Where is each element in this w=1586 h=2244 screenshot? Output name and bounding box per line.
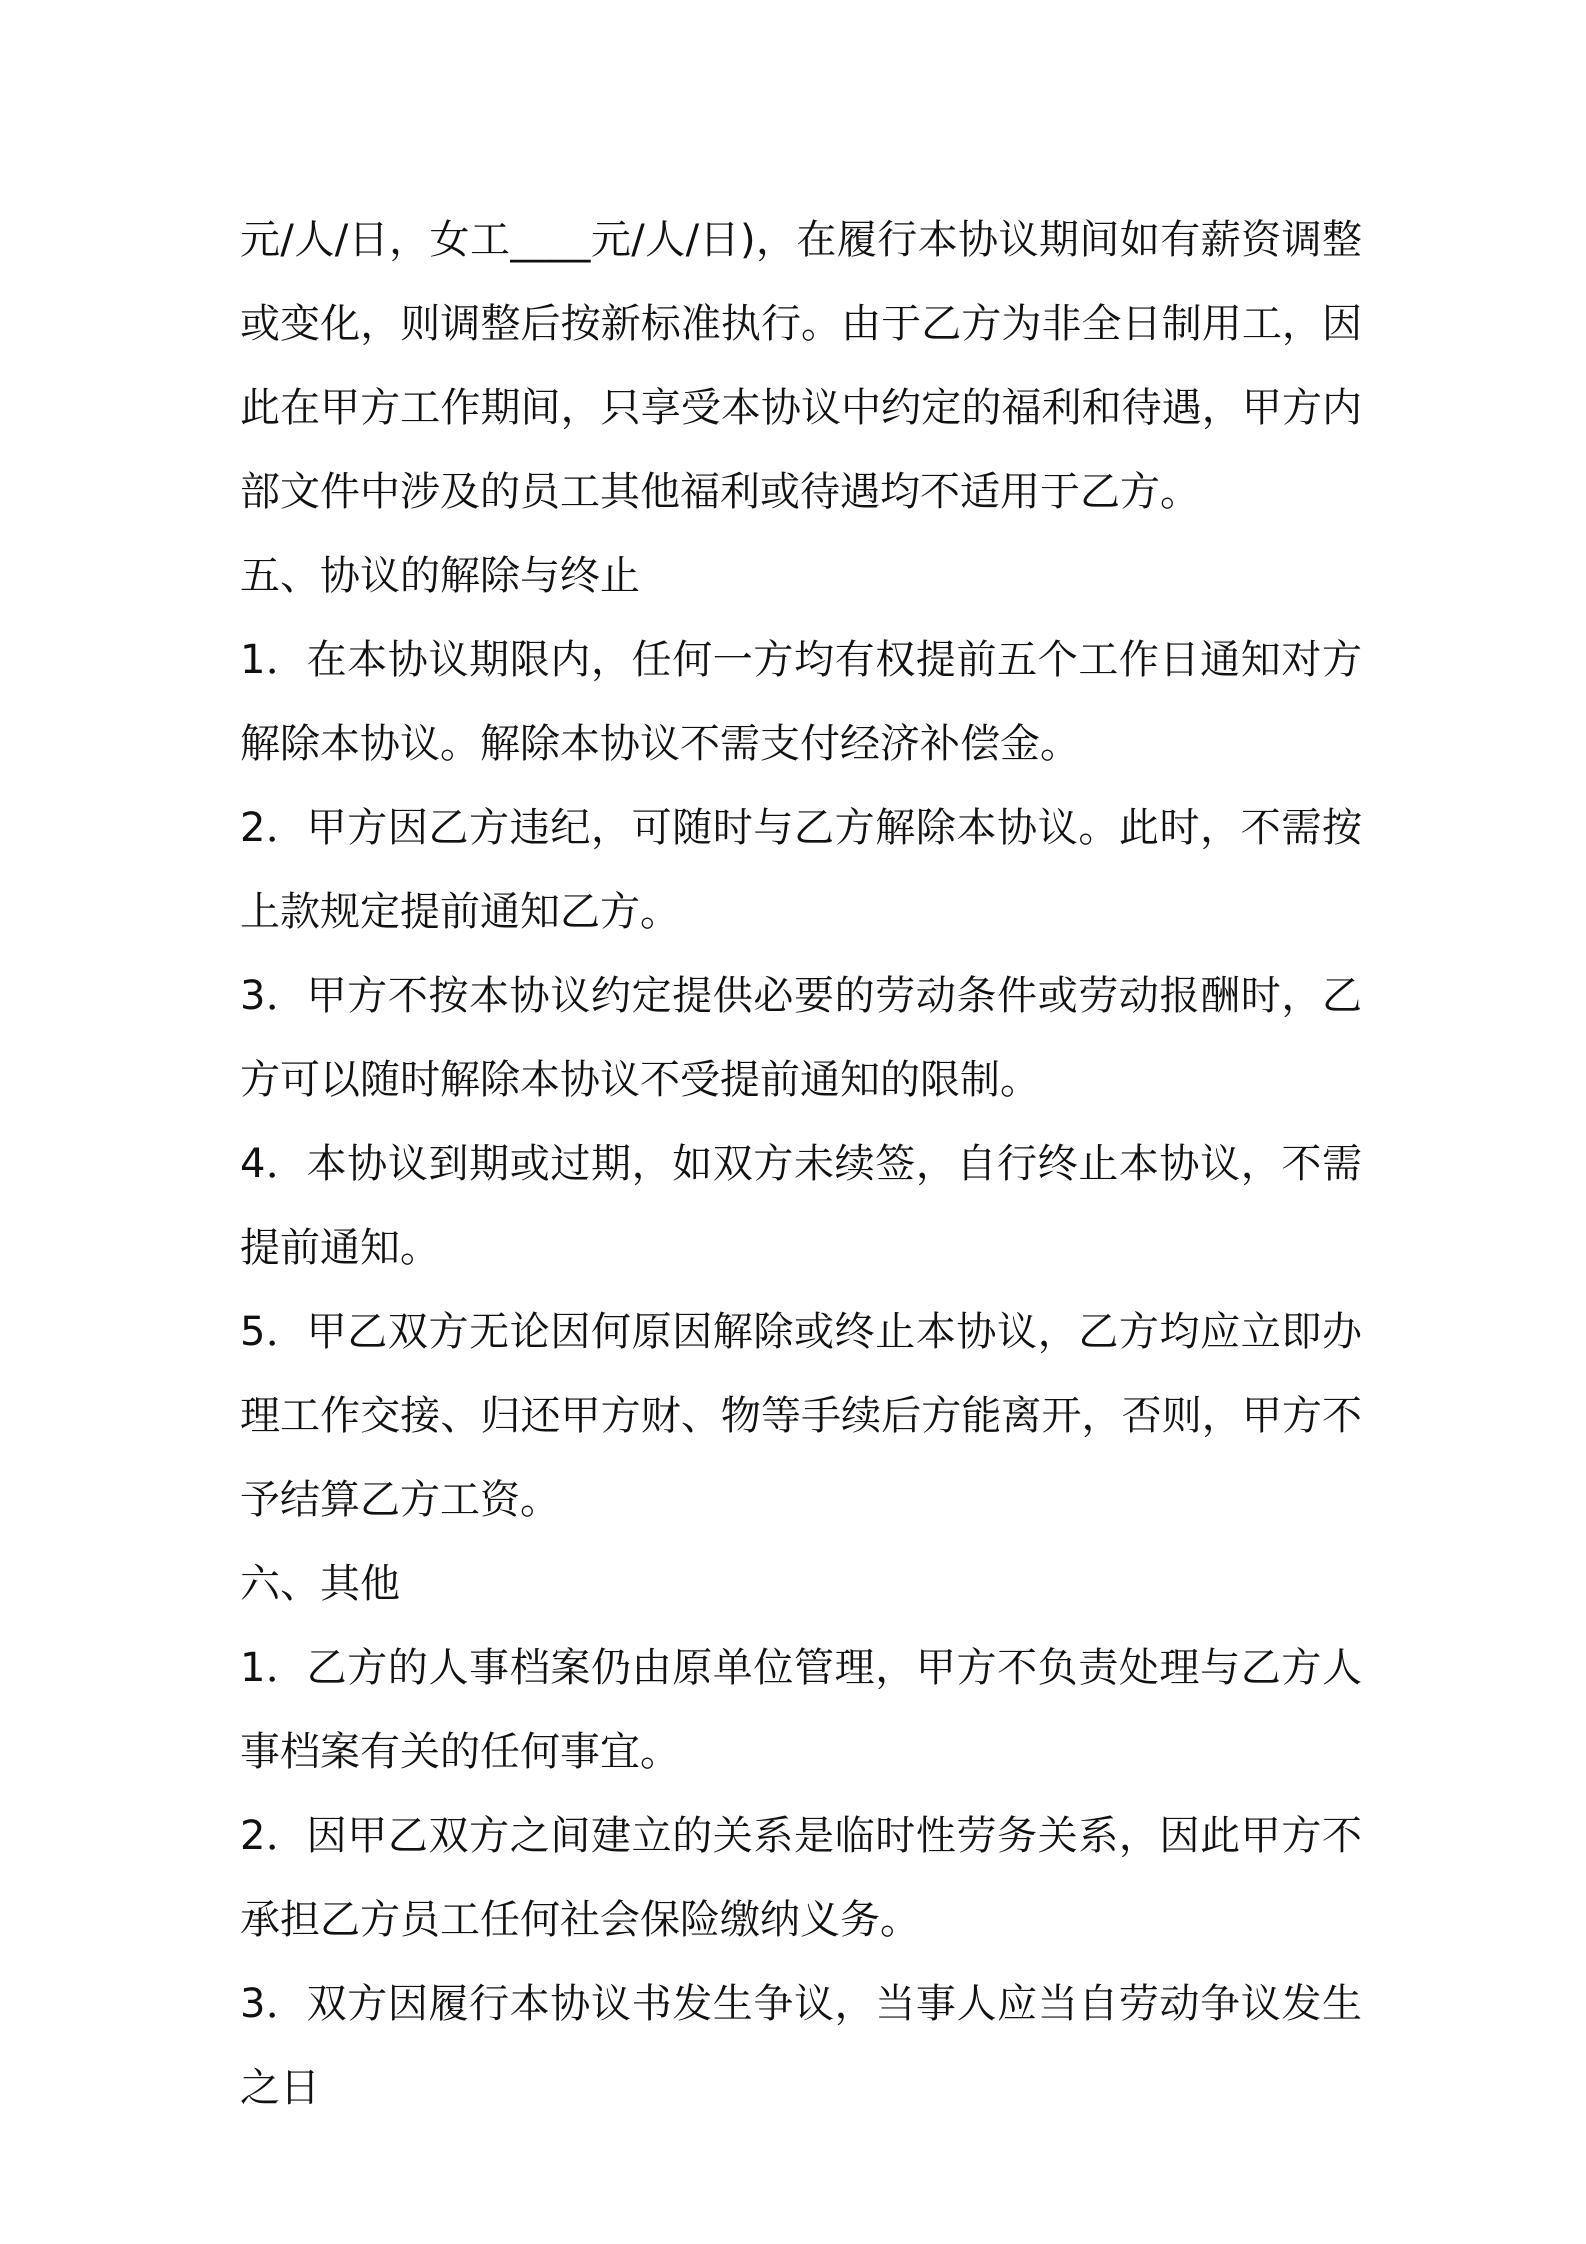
clause-6-2: 2．因甲乙双方之间建立的关系是临时性劳务关系，因此甲方不承担乙方员工任何社会保险缴纳义务。 <box>240 1813 1362 1943</box>
wage-text-start: 元/人/日，女工 <box>240 217 511 263</box>
clause-5-4: 4．本协议到期或过期，如双方未续签，自行终止本协议，不需提前通知。 <box>240 1141 1362 1271</box>
wage-text-end: 元/人/日)，在履行本协议期间如有薪资调整或变化，则调整后按新标准执行。由于乙方为非全日制用工，因此在甲方工作期间，只享受本协议中约定的福利和待遇，甲方内部文件中涉及的员工其他福利或待遇均不适用于乙方。 <box>240 217 1363 515</box>
paragraph-wage-terms <box>240 198 1362 534</box>
clause-5-5: 5．甲乙双方无论因何原因解除或终止本协议，乙方均应立即办理工作交接、归还甲方财、物等手续后方能离开，否则，甲方不予结算乙方工资。 <box>240 1309 1362 1523</box>
clause-6-3: 3．双方因履行本协议书发生争议，当事人应当自劳动争议发生之日 <box>240 1981 1362 2111</box>
clause-5-3: 3．甲方不按本协议约定提供必要的劳动条件或劳动报酬时，乙方可以随时解除本协议不受提前通知的限制。 <box>240 973 1362 1103</box>
clause-5-2: 2．甲方因乙方违纪，可随时与乙方解除本协议。此时，不需按上款规定提前通知乙方。 <box>240 805 1362 935</box>
blank-underline: ____ <box>510 217 591 263</box>
clause-6-1: 1．乙方的人事档案仍由原单位管理，甲方不负责处理与乙方人事档案有关的任何事宜。 <box>240 1645 1362 1775</box>
section-heading-termination: 五、协议的解除与终止 <box>240 553 640 599</box>
section-heading-other: 六、其他 <box>240 1561 400 1607</box>
document-body <box>240 198 1362 2130</box>
clause-5-1: 1．在本协议期限内，任何一方均有权提前五个工作日通知对方解除本协议。解除本协议不需支付经济补偿金。 <box>240 637 1362 767</box>
